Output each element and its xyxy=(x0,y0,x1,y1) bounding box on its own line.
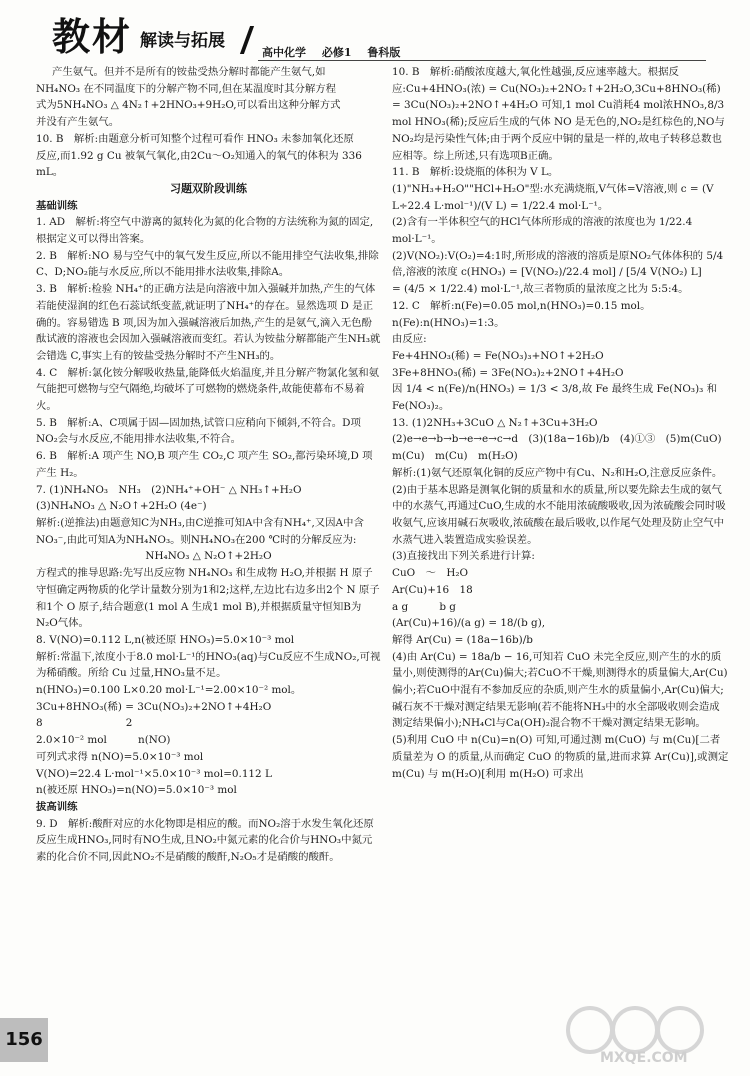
text-line: 因 1/4 < n(Fe)/n(HNO₃) = 1/3 < 3/8,故 Fe 最终生成 Fe(NO₃)₃ 和 Fe(NO₃)₂。 xyxy=(392,383,718,413)
answer-10: 10. B 解析:由题意分析可知整个过程可看作 HNO₃ 未参加氧化还原 xyxy=(36,132,354,145)
text-line: 8 2 xyxy=(36,717,133,730)
answer-9: 9. D 解析:酸酐对应的水化物即是相应的酸。而NO₂溶于水发生氧化还原反应生成HNO₃,同时有NO生成,且NO₂中氮元素的化合价与HNO₃中氮元素的化合价不同,因此NO₂不是硝酸的酸酐,N₂O₅才是硝酸的酸酐。 xyxy=(36,817,374,864)
book-edition: 鲁科版 xyxy=(367,46,401,59)
equation: Fe+4HNO₃(稀) = Fe(NO₃)₃+NO↑+2H₂O xyxy=(392,349,604,362)
answer-4: 4. C 解析:氯化铵分解吸收热量,能降低火焰温度,并且分解产物氯化氢和氨气能把可燃物与空气隔绝,均破坏了可燃物的燃烧条件,故能使幕布不易着火。 xyxy=(36,366,379,413)
text-line: 由反应: xyxy=(392,333,427,346)
header-rule xyxy=(258,60,706,61)
brand-subtitle: 解读与拓展 xyxy=(140,31,225,51)
text-line: n(Fe):n(HNO₃)=1:3。 xyxy=(392,316,505,329)
equation: (Ar(Cu)+16)/(a g) = 18/(b g), xyxy=(392,617,546,630)
answer-1: 1. AD 解析:将空气中游离的氮转化为氮的化合物的方法统称为氮的固定,根据定义可以得出答案。 xyxy=(36,216,374,246)
left-column xyxy=(36,64,381,866)
text-line: (2)V(NO₂):V(O₂)=4:1时,所形成的溶液的溶质是原NO₂气体体积的 5/4 倍,溶液的浓度 c(HNO₃) = [V(NO₂)/22.4 mol] / [5/4 V(NO₂) L] xyxy=(392,249,724,279)
answer-2: 2. B 解析:NO 易与空气中的氧气发生反应,所以不能用排空气法收集,排除 C、D;NO₂能与水反应,所以不能用排水法收集,排除A。 xyxy=(36,249,379,279)
section-title: 习题双阶段训练 xyxy=(170,181,247,195)
page-number: 156 xyxy=(0,1018,48,1062)
text-line: 解析:常温下,浓度小于8.0 mol·L⁻¹的HNO₃(aq)与Cu反应不生成NO₂,可视为稀硝酸。所给 Cu 过量,HNO₃量不足。 xyxy=(36,650,381,680)
text-line: 2.0×10⁻² mol n(NO) xyxy=(36,734,171,747)
equation: a g b g xyxy=(392,600,456,613)
answer-3: 3. B 解析:检验 NH₄⁺的正确方法是向溶液中加入强碱并加热,产生的气体若能使湿润的红色石蕊试纸变蓝,就证明了NH₄⁺的存在。显然选项 D 是正确的。容易错选 B 项,因为加入强碱溶液后加热,产生的是氨气,滴入无色酚酞试液的溶液也会因加入强碱溶液而变红。若认为铵盐分解都能产生NH₃就会错选 C,事实上有的铵盐受热分解时不产生NH₃的。 xyxy=(36,283,381,362)
text-line: n(HNO₃)=0.100 L×0.20 mol·L⁻¹=2.00×10⁻² mol。 xyxy=(36,684,302,697)
text-line: 并没有产生氨气。 xyxy=(36,116,120,129)
text-line: 反应,而1.92 g Cu 被氧气氧化,由2Cu～O₂知通入的氧气的体积为 336 mL。 xyxy=(36,149,362,179)
equation: 解得 Ar(Cu) = (18a−16b)/b xyxy=(392,633,533,646)
book-volume: 必修1 xyxy=(321,46,352,59)
text-line: (1)"NH₃+H₂O""HCl+H₂O"型:水充满烧瓶,V气体=V溶液,则 c = (V L÷22.4 L·mol⁻¹)/(V L) = 1/22.4 mol·L⁻¹。 xyxy=(392,182,714,212)
text-line: 方程式的推导思路:先写出反应物 NH₄NO₃ 和生成物 H₂O,并根据 H 原子守恒确定两物质的化学计量数分别为1和2;这样,左边比右边多出2个 N 原子和1个 O 原子,结合题意(1 mol A 生成1 mol B),并根据质量守恒知B为N₂O气体。 xyxy=(36,567,380,630)
brand-title: 教材 xyxy=(52,14,133,59)
subsection-advanced: 拔高训练 xyxy=(36,800,78,813)
text-line: V(NO)=22.4 L·mol⁻¹×5.0×10⁻³ mol=0.112 L xyxy=(36,767,272,780)
answer-7: 7. (1)NH₄NO₃ NH₃ (2)NH₄⁺+OH⁻ △ NH₃↑+H₂O xyxy=(36,483,302,496)
text-line: NH₄NO₃ 在不同温度下的分解产物不同,但在某温度时其分解方程 xyxy=(36,82,337,95)
right-column xyxy=(392,64,730,782)
book-info xyxy=(262,44,412,60)
text-line: (4)由 Ar(Cu) = 18a/b − 16,可知若 CuO 未完全反应,则产生的水的质量小,则使测得的Ar(Cu)偏大;若CuO不干燥,则测得水的质量偏大,Ar(Cu)偏小;若CuO中混有不参加反应的杂质,则产生水的质量偏小,Ar(Cu)偏大;碱石灰不干燥对测定结果无影响(若不能将NH₃中的水全部吸收则会造成测定结果偏小);NH₄Cl与Ca(OH)₂混合物不干燥对测定结果无影响。 xyxy=(392,650,728,730)
text-line: 解析:(1)氨气还原氧化铜的反应产物中有Cu、N₂和H₂O,注意反应条件。 xyxy=(392,466,723,479)
slash-decoration xyxy=(240,26,254,54)
text-line: (3)直接找出下列关系进行计算: xyxy=(392,550,535,563)
book-subject: 高中化学 xyxy=(262,46,306,59)
text-line: 产生氨气。但并不是所有的铵盐受热分解时都能产生氨气,如 xyxy=(52,66,326,78)
text-line: (5)利用 CuO 中 n(Cu)=n(O) 可知,可通过测 m(CuO) 与 m(Cu)[二者质量差为 O 的质量,从而确定 CuO 的物质的量,进而求算 Ar(Cu)],或测定 m(Cu) 与 m(H₂O)[利用 m(H₂O) 可求出 xyxy=(392,734,729,780)
watermark-text: MXQE.COM xyxy=(600,1050,688,1066)
page-header xyxy=(0,0,750,58)
answer-8: 8. V(NO)=0.112 L,n(被还原 HNO₃)=5.0×10⁻³ mol xyxy=(36,633,295,646)
subsection-basic: 基础训练 xyxy=(36,199,78,212)
answer-7-3: (3)NH₄NO₃ △ N₂O↑+2H₂O (4e⁻) xyxy=(36,500,207,513)
answer-12: 12. C 解析:n(Fe)=0.05 mol,n(HNO₃)=0.15 mol。 xyxy=(392,299,651,312)
equation: 3Cu+8HNO₃(稀) = 3Cu(NO₃)₂+2NO↑+4H₂O xyxy=(36,700,272,713)
equation: CuO ～ H₂O xyxy=(392,567,469,580)
text-line: 式为5NH₄NO₃ △ 4N₂↑+2HNO₃+9H₂O,可以看出这种分解方式 xyxy=(36,99,341,112)
answer-11: 11. B 解析:设烧瓶的体积为 V L。 xyxy=(392,166,559,179)
text-line: n(被还原 HNO₃)=n(NO)=5.0×10⁻³ mol xyxy=(36,784,237,797)
answer-10b: 10. B 解析:硝酸浓度越大,氧化性越强,反应速率越大。根据反应:Cu+4HNO₃(浓) = Cu(NO₃)₂+2NO₂↑+2H₂O,3Cu+8HNO₃(稀) = 3Cu(NO₃)₂+2NO↑+4H₂O 可知,1 mol Cu消耗4 mol浓HNO₃,8/3 mol HNO₃(稀);反应后生成的气体 NO 是无色的,NO₂是红棕色的,NO与NO₂均是污染性气体;由于两个反应中铜的量是一样的,故电子转移总数也应相等。综上所述,只有选项B正确。 xyxy=(392,66,725,162)
equation: 3Fe+8HNO₃(稀) = 3Fe(NO₃)₂+2NO↑+4H₂O xyxy=(392,366,624,379)
equation: Ar(Cu)+16 18 xyxy=(392,583,473,596)
answer-5: 5. B 解析:A、C项属于固—固加热,试管口应稍向下倾斜,不符合。D项 NO₂会与水反应,不能用排水法收集,不符合。 xyxy=(36,416,361,446)
answer-13: 13. (1)2NH₃+3CuO △ N₂↑+3Cu+3H₂O (2)e→e→b→b→e→e→c→d (3)(18a−16b)/b (4)①③ (5)m(CuO) m(Cu) m(Cu) m(H₂O) xyxy=(392,416,732,463)
text-line: 解析:(逆推法)由题意知C为NH₃,由C逆推可知A中含有NH₄⁺,又因A中含NO₃⁻,由此可知A为NH₄NO₃。则NH₄NO₃在200 ℃时的分解反应为: xyxy=(36,516,364,546)
text-line: (2)由于基本思路是测氧化铜的质量和水的质量,所以要先除去生成的氨气中的水蒸气,再通过CuO,生成的水不能用浓硫酸吸收,因为浓硫酸会同时吸收氨气,应该用碱石灰吸收,浓硫酸在最后吸收,以作尾气处理及防止空气中水蒸气进入装置造成实验误差。 xyxy=(392,483,726,546)
answer-6: 6. B 解析:A 项产生 NO,B 项产生 CO₂,C 项产生 SO₂,都污染环境,D 项产生 H₂。 xyxy=(36,450,373,479)
equation: NH₄NO₃ △ N₂O↑+2H₂O xyxy=(145,550,272,563)
text-line: = (4/5 × 1/22.4) mol·L⁻¹,故三者物质的量浓度之比为 5:5:4。 xyxy=(392,283,689,296)
text-line: (2)含有一半体积空气的HCl气体所形成的溶液的浓度也为 1/22.4 mol·L⁻¹。 xyxy=(392,216,693,246)
text-line: 可列式求得 n(NO)=5.0×10⁻³ mol xyxy=(36,750,204,763)
